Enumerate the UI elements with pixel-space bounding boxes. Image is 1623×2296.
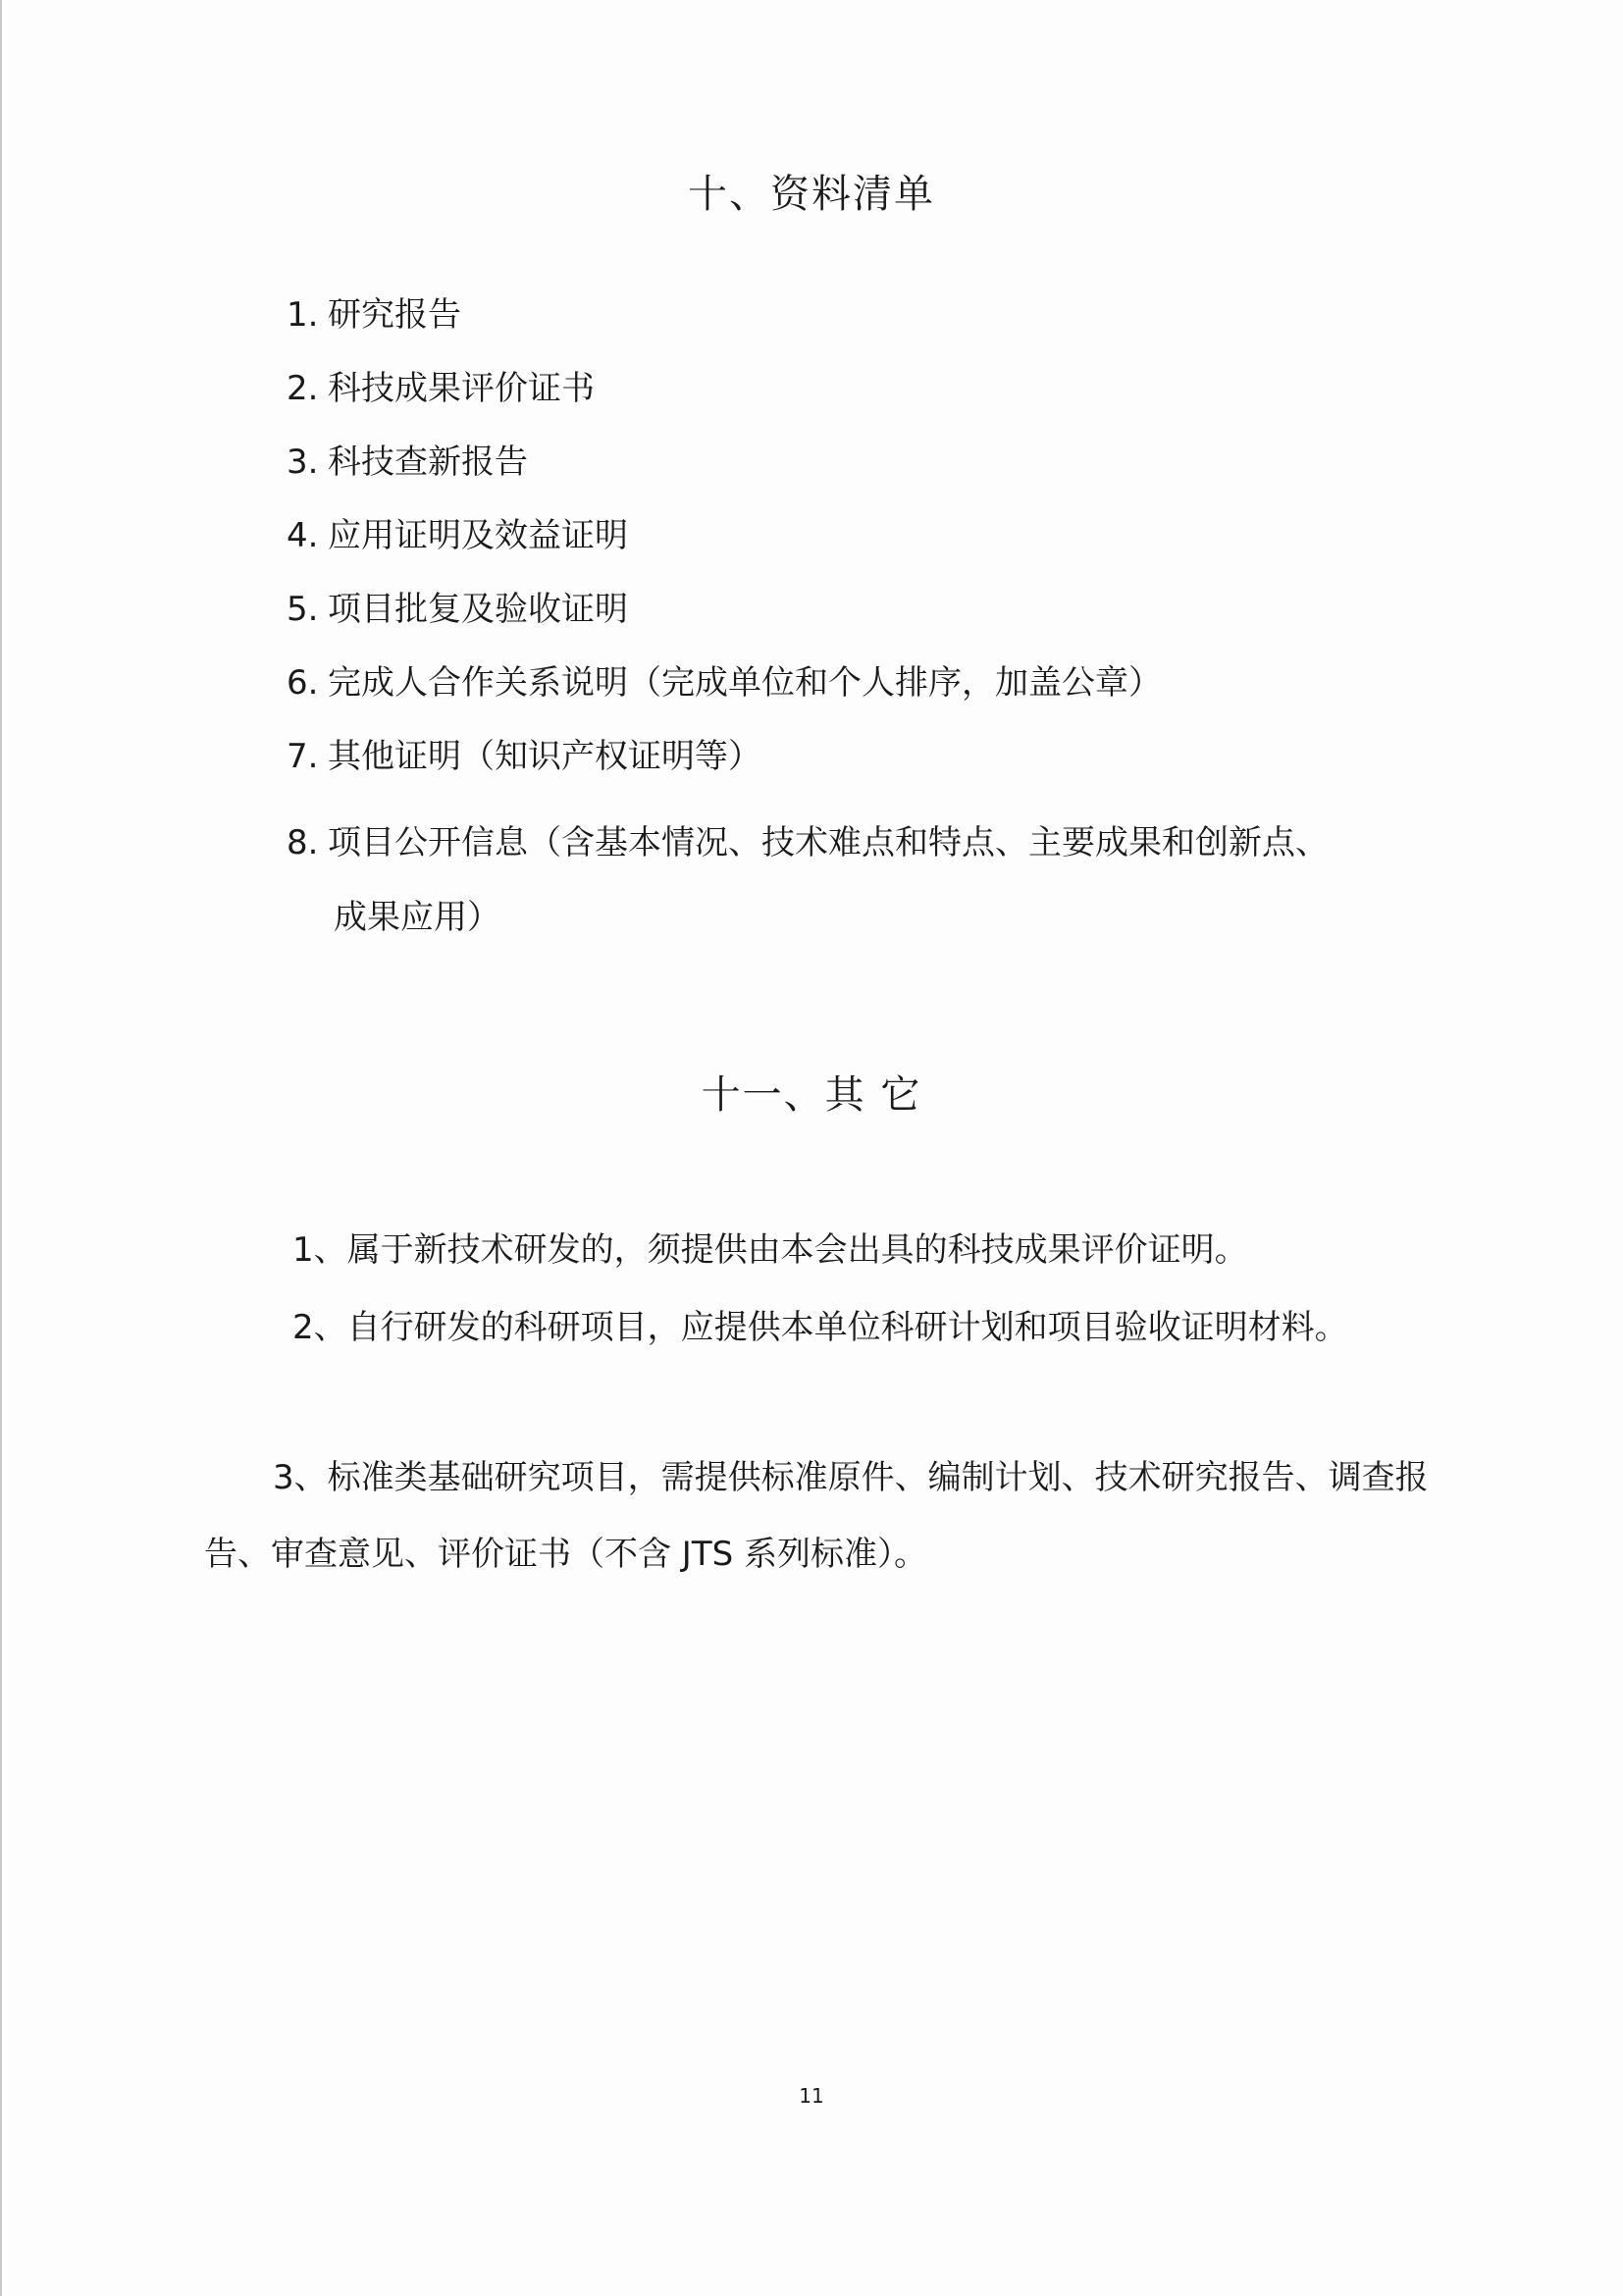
list-item: 6. 完成人合作关系说明（完成单位和个人排序，加盖公章） bbox=[287, 663, 1162, 703]
section-title-other: 十一、其 它 bbox=[701, 1072, 922, 1118]
list-item: 1. 研究报告 bbox=[287, 295, 461, 335]
list-item: 4. 应用证明及效益证明 bbox=[287, 516, 628, 555]
other-paragraph: 2、自行研发的科研项目，应提供本单位科研计划和项目验收证明材料。 bbox=[292, 1308, 1348, 1347]
page-number: 11 bbox=[799, 2084, 824, 2108]
list-item: 7. 其他证明（知识产权证明等） bbox=[287, 737, 761, 776]
scan-edge bbox=[0, 0, 2, 2296]
list-item: 3. 科技查新报告 bbox=[287, 443, 528, 482]
section-title-materials-list: 十、资料清单 bbox=[688, 172, 935, 217]
list-item: 2. 科技成果评价证书 bbox=[287, 369, 595, 408]
other-paragraph: 3、标准类基础研究项目，需提供标准原件、编制计划、技术研究报告、调查报告、审查意见、评价证书（不含 JTS 系列标准）。 bbox=[204, 1458, 1429, 1574]
materials-list bbox=[287, 290, 1464, 955]
other-paragraph: 1、属于新技术研发的，须提供由本会出具的科技成果评价证明。 bbox=[292, 1230, 1248, 1270]
list-item: 5. 项目批复及验收证明 bbox=[287, 590, 628, 629]
list-item: 8. 项目公开信息（含基本情况、技术难点和特点、主要成果和创新点、 成果应用） bbox=[287, 823, 1329, 937]
